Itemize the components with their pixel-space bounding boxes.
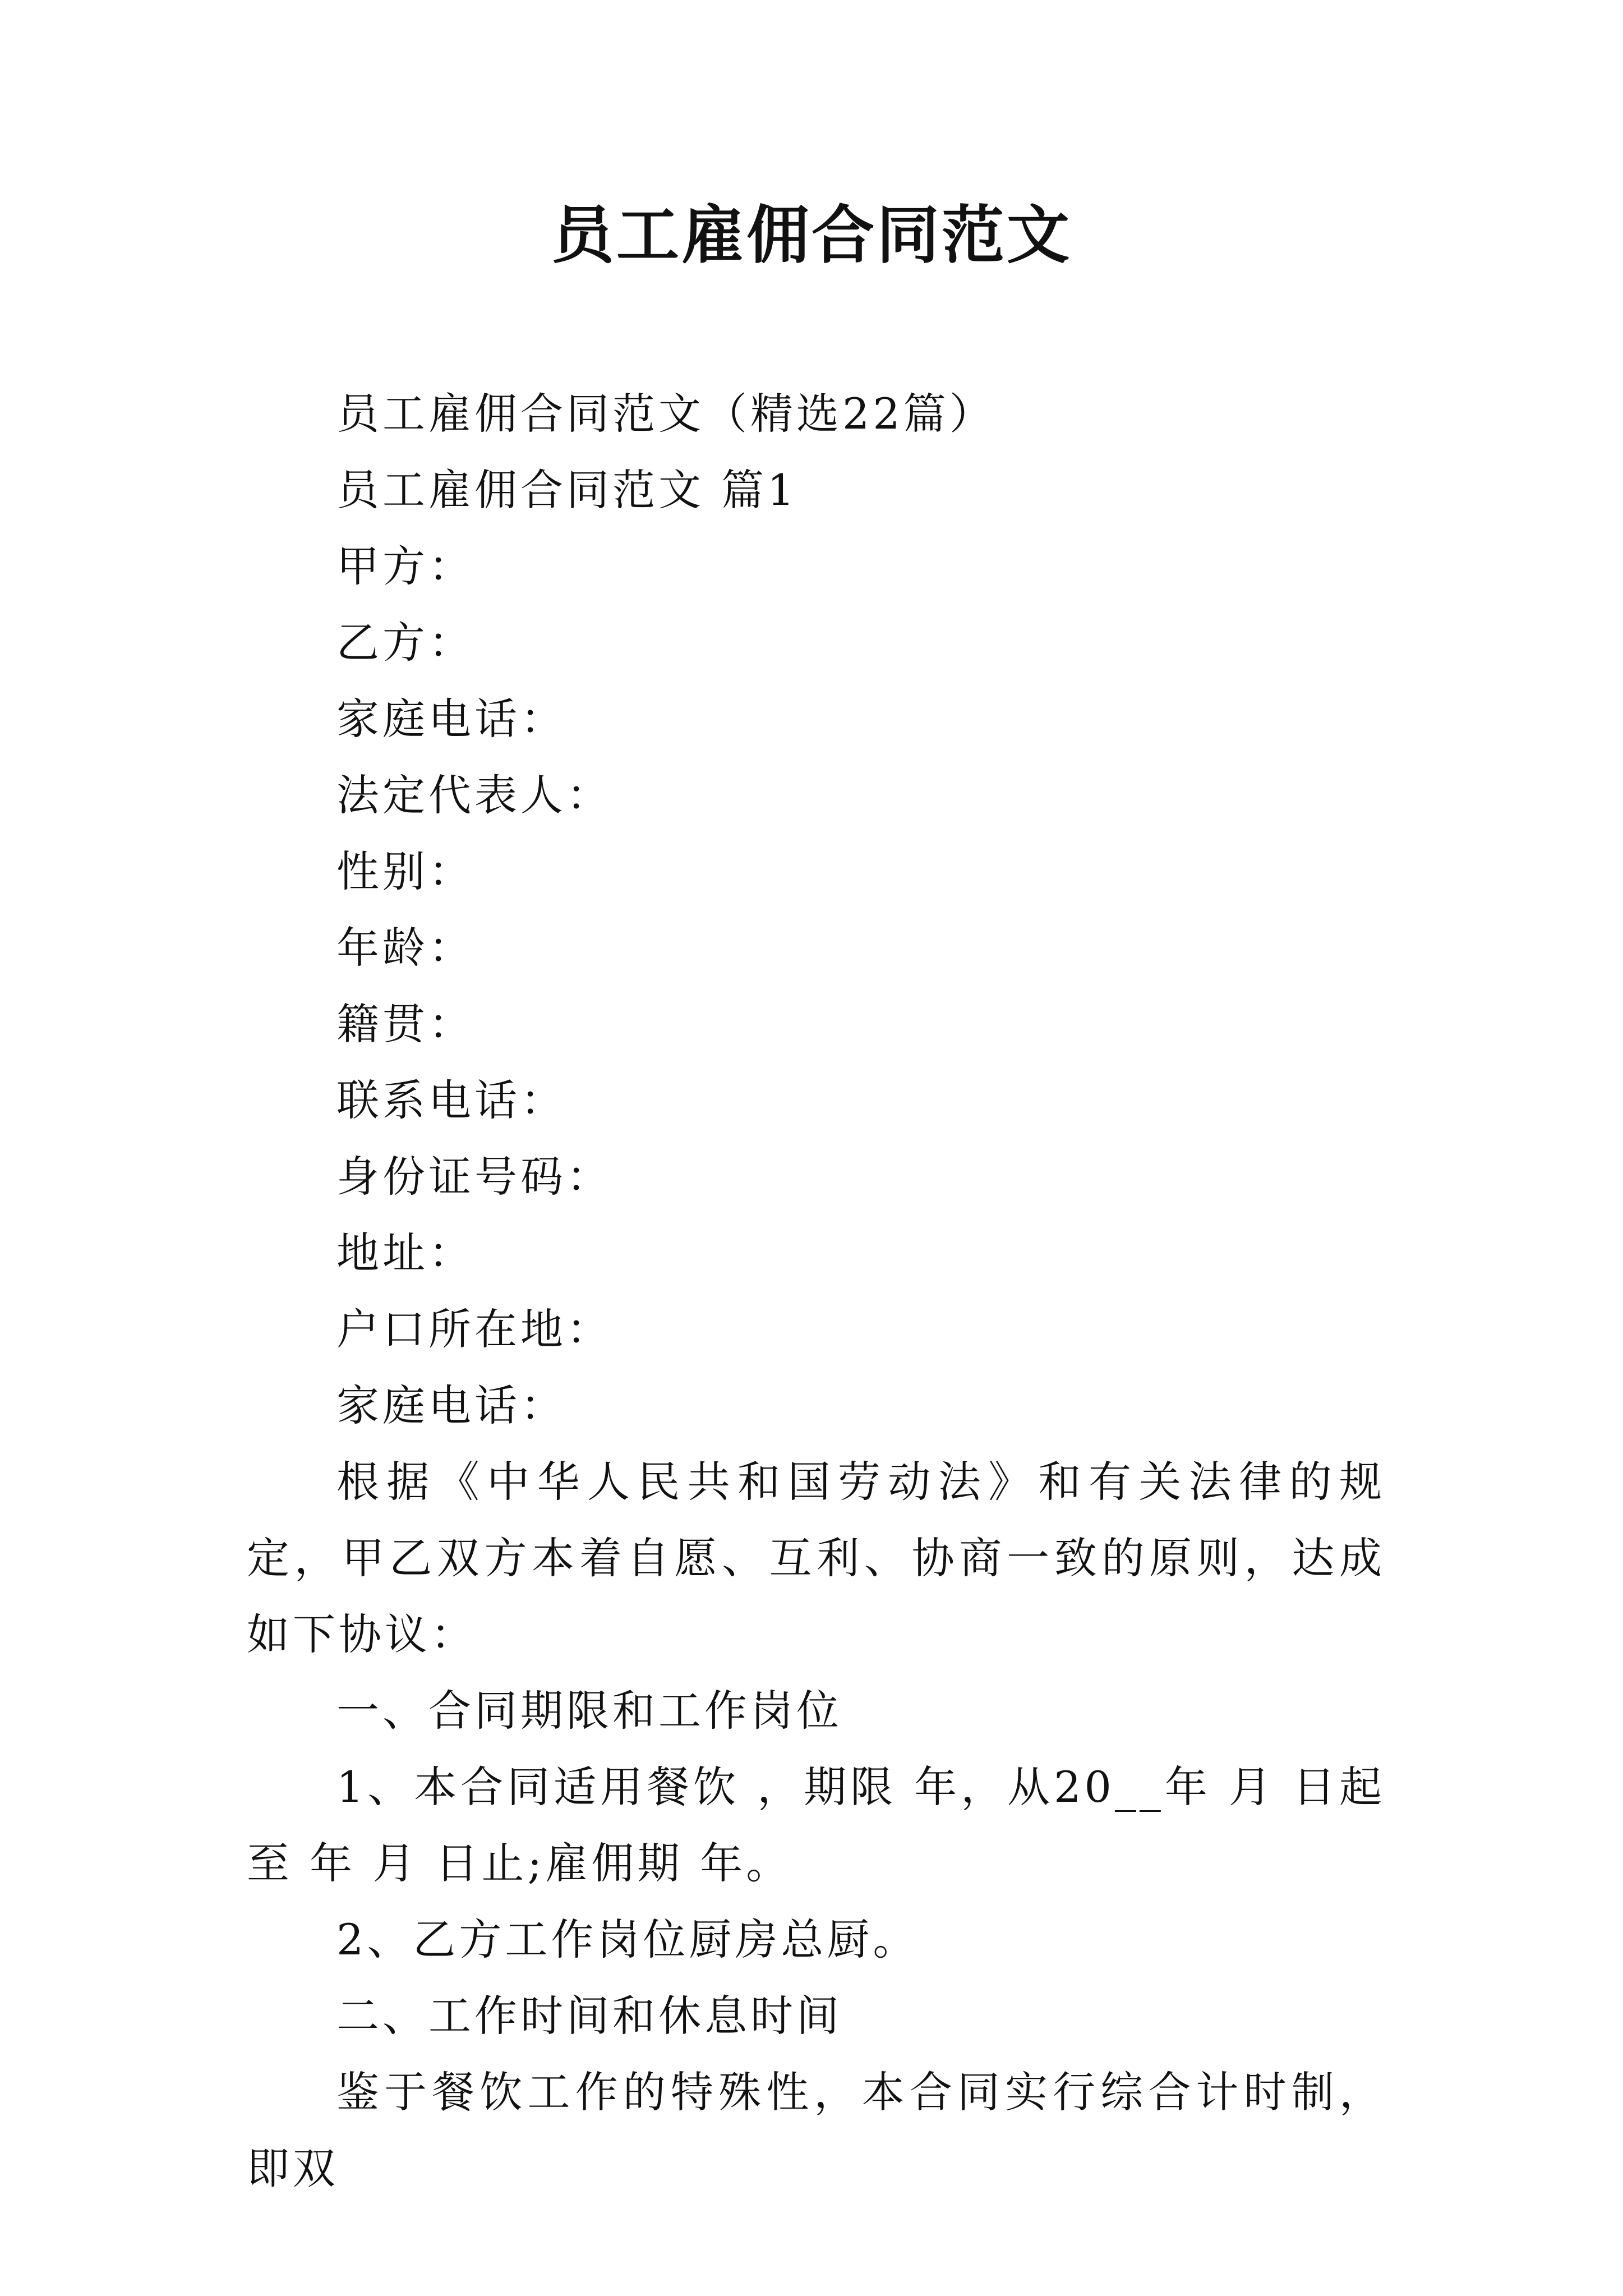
field-id-number: 身份证号码： <box>336 1152 612 1202</box>
field-party-b: 乙方： <box>336 618 474 668</box>
field-address: 地址： <box>336 1228 474 1278</box>
field-party-a: 甲方： <box>336 541 474 591</box>
paragraph-preamble: 根据《中华人民共和国劳动法》和有关法律的规定，甲乙双方本着自愿、互利、协商一致的原则，达成如下协议： <box>247 1457 1385 1659</box>
paragraph-working-hours: 鉴于餐饮工作的特殊性，本合同实行综合计时制，即双 <box>247 2067 1385 2193</box>
field-household-registration: 户口所在地： <box>336 1304 612 1354</box>
field-native-place: 籍贯： <box>336 999 474 1049</box>
paragraph-clause-1: 1、本合同适用餐饮 ，期限 年，从20__年 月 日起至 年 月 日止;雇佣期 年。 <box>247 1762 1385 1888</box>
section-heading-line: 员工雇佣合同范文 篇1 <box>336 465 798 515</box>
field-legal-representative: 法定代表人： <box>336 770 612 820</box>
field-home-phone-2: 家庭电话： <box>336 1381 566 1430</box>
field-gender: 性别： <box>336 846 474 896</box>
document-body <box>247 376 1385 2207</box>
document-title: 员工雇佣合同范文 <box>551 199 1072 272</box>
paragraph-clause-2: 2、乙方工作岗位厨房总厨。 <box>336 1915 919 1964</box>
field-home-phone: 家庭电话： <box>336 694 566 744</box>
field-contact-phone: 联系电话： <box>336 1075 566 1125</box>
paragraph-section-1-heading: 一、合同期限和工作岗位 <box>336 1686 842 1736</box>
paragraph-section-2-heading: 二、工作时间和休息时间 <box>336 1991 842 2041</box>
subtitle-line: 员工雇佣合同范文（精选22篇） <box>336 389 995 439</box>
field-age: 年龄： <box>336 923 474 973</box>
